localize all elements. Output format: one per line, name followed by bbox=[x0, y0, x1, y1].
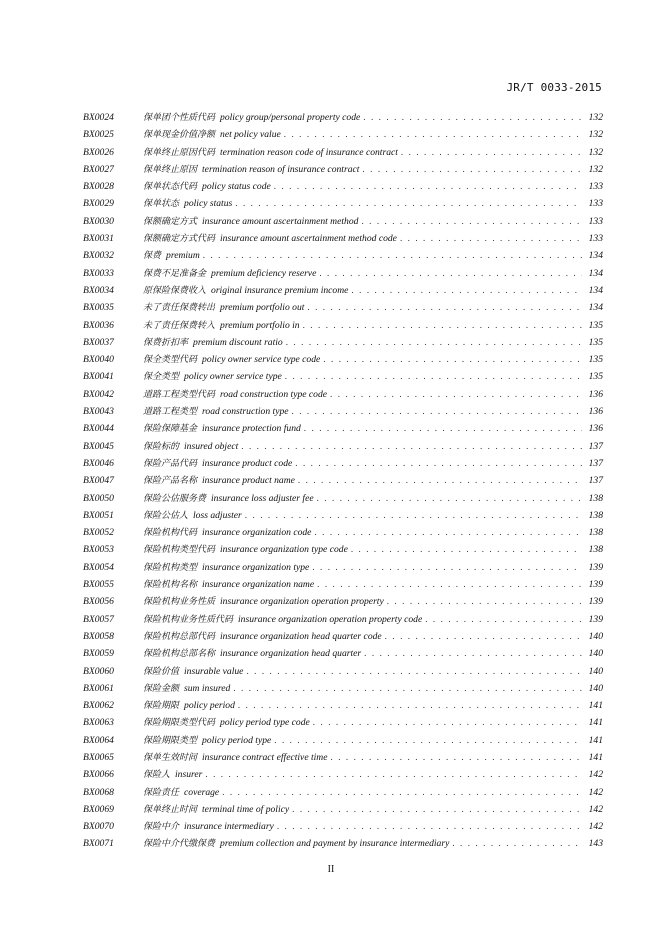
dot-leader bbox=[246, 666, 582, 676]
entry-chinese-title: 保费不足准备金 bbox=[143, 268, 207, 279]
toc-entry[interactable] bbox=[83, 508, 603, 525]
entry-english-title: policy period type bbox=[202, 734, 272, 746]
dot-leader bbox=[277, 821, 582, 831]
entry-english-title: premium bbox=[166, 250, 200, 262]
entry-code: BX0029 bbox=[83, 198, 114, 210]
dot-leader bbox=[363, 112, 582, 122]
entry-english-title: termination reason of insurance contract bbox=[202, 163, 360, 175]
entry-page-number: 138 bbox=[588, 527, 603, 539]
entry-chinese-title: 保全类型代码 bbox=[143, 355, 198, 366]
entry-chinese-title: 保险机构总部代码 bbox=[143, 631, 216, 642]
dot-leader bbox=[452, 838, 582, 848]
entry-chinese-title: 保险机构业务性质代码 bbox=[143, 614, 234, 625]
entry-page-number: 134 bbox=[588, 250, 603, 262]
entry-chinese-title: 道路工程类型代码 bbox=[143, 389, 216, 400]
entry-english-title: loss adjuster bbox=[193, 509, 242, 521]
entry-code: BX0036 bbox=[83, 319, 114, 331]
entry-code: BX0052 bbox=[83, 527, 114, 539]
entry-code: BX0068 bbox=[83, 786, 114, 798]
entry-page-number: 132 bbox=[588, 129, 603, 141]
entry-page-number: 141 bbox=[588, 717, 603, 729]
entry-english-title: insurance organization operation property bbox=[220, 596, 384, 608]
entry-page-number: 137 bbox=[588, 457, 603, 469]
dot-leader bbox=[304, 423, 582, 433]
entry-code: BX0030 bbox=[83, 215, 114, 227]
entry-english-title: policy period type code bbox=[220, 717, 310, 729]
entry-english-title: premium portfolio out bbox=[220, 302, 305, 314]
toc-entry[interactable] bbox=[83, 750, 603, 767]
entry-english-title: premium discount ratio bbox=[193, 336, 283, 348]
entry-english-title: insurance organization head quarter code bbox=[220, 630, 382, 642]
dot-leader bbox=[313, 717, 582, 727]
dot-leader bbox=[319, 268, 582, 278]
entry-page-number: 134 bbox=[588, 284, 603, 296]
entry-page-number: 137 bbox=[588, 440, 603, 452]
entry-english-title: insurance product code bbox=[202, 457, 293, 469]
dot-leader bbox=[203, 250, 582, 260]
dot-leader bbox=[222, 787, 582, 797]
entry-chinese-title: 保单现金价值净额 bbox=[143, 130, 216, 141]
entry-english-title: insurable value bbox=[184, 665, 244, 677]
entry-english-title: insured object bbox=[184, 440, 239, 452]
entry-code: BX0027 bbox=[83, 163, 114, 175]
dot-leader bbox=[385, 631, 582, 641]
entry-code: BX0063 bbox=[83, 717, 114, 729]
entry-chinese-title: 保险责任 bbox=[143, 787, 180, 798]
dot-leader bbox=[387, 596, 582, 606]
toc-entry[interactable] bbox=[83, 594, 603, 611]
entry-chinese-title: 保险产品名称 bbox=[143, 476, 198, 487]
entry-page-number: 139 bbox=[588, 561, 603, 573]
entry-chinese-title: 保险期限类型 bbox=[143, 735, 198, 746]
dot-leader bbox=[364, 648, 582, 658]
entry-page-number: 135 bbox=[588, 336, 603, 348]
entry-code: BX0040 bbox=[83, 354, 114, 366]
toc-entry[interactable] bbox=[83, 473, 603, 490]
toc-entry[interactable] bbox=[83, 369, 603, 386]
entry-chinese-title: 保单终止时间 bbox=[143, 804, 198, 815]
toc-entry[interactable] bbox=[83, 819, 603, 836]
entry-chinese-title: 保险保障基金 bbox=[143, 424, 198, 435]
entry-page-number: 135 bbox=[588, 371, 603, 383]
entry-code: BX0044 bbox=[83, 423, 114, 435]
entry-code: BX0055 bbox=[83, 579, 114, 591]
entry-english-title: road construction type bbox=[202, 406, 289, 418]
entry-code: BX0056 bbox=[83, 596, 114, 608]
toc-entry[interactable] bbox=[83, 421, 603, 438]
entry-page-number: 141 bbox=[588, 751, 603, 763]
toc-entry[interactable] bbox=[83, 214, 603, 231]
dot-leader bbox=[312, 562, 582, 572]
entry-chinese-title: 保险公估人 bbox=[143, 510, 189, 521]
toc-entry[interactable] bbox=[83, 698, 603, 715]
entry-code: BX0064 bbox=[83, 734, 114, 746]
entry-english-title: insurance organization type code bbox=[220, 544, 348, 556]
entry-english-title: insurance organization head quarter bbox=[220, 648, 362, 660]
entry-page-number: 133 bbox=[588, 198, 603, 210]
entry-page-number: 141 bbox=[588, 734, 603, 746]
entry-english-title: insurance amount ascertainment method code bbox=[220, 233, 397, 245]
entry-code: BX0028 bbox=[83, 181, 114, 193]
entry-page-number: 138 bbox=[588, 509, 603, 521]
toc-entry[interactable] bbox=[83, 785, 603, 802]
entry-code: BX0059 bbox=[83, 648, 114, 660]
dot-leader bbox=[274, 735, 582, 745]
entry-code: BX0034 bbox=[83, 284, 114, 296]
entry-chinese-title: 保费折扣率 bbox=[143, 337, 189, 348]
toc-entry[interactable] bbox=[83, 646, 603, 663]
entry-code: BX0033 bbox=[83, 267, 114, 279]
entry-page-number: 140 bbox=[588, 665, 603, 677]
entry-code: BX0062 bbox=[83, 700, 114, 712]
entry-code: BX0070 bbox=[83, 821, 114, 833]
toc-entry[interactable] bbox=[83, 767, 603, 784]
entry-english-title: road construction type code bbox=[220, 388, 328, 400]
entry-page-number: 140 bbox=[588, 630, 603, 642]
entry-code: BX0053 bbox=[83, 544, 114, 556]
entry-chinese-title: 保险价值 bbox=[143, 666, 180, 677]
dot-leader bbox=[330, 389, 582, 399]
entry-chinese-title: 保险公估服务费 bbox=[143, 493, 207, 504]
entry-page-number: 139 bbox=[588, 579, 603, 591]
dot-leader bbox=[331, 752, 583, 762]
entry-code: BX0037 bbox=[83, 336, 114, 348]
entry-page-number: 141 bbox=[588, 700, 603, 712]
entry-chinese-title: 保费 bbox=[143, 251, 162, 262]
toc-entry[interactable] bbox=[83, 542, 603, 559]
toc-entry[interactable] bbox=[83, 352, 603, 369]
entry-code: BX0045 bbox=[83, 440, 114, 452]
entry-page-number: 139 bbox=[588, 613, 603, 625]
entry-page-number: 134 bbox=[588, 302, 603, 314]
entry-code: BX0061 bbox=[83, 682, 114, 694]
entry-english-title: insurance organization operation property code bbox=[238, 613, 423, 625]
entry-english-title: policy status code bbox=[202, 181, 271, 193]
toc-entry[interactable] bbox=[83, 836, 603, 853]
entry-chinese-title: 保险产品代码 bbox=[143, 458, 198, 469]
entry-code: BX0057 bbox=[83, 613, 114, 625]
entry-page-number: 133 bbox=[588, 181, 603, 193]
entry-english-title: insurance organization code bbox=[202, 527, 312, 539]
toc-entry[interactable] bbox=[83, 525, 603, 542]
entry-code: BX0047 bbox=[83, 475, 114, 487]
toc-entry[interactable] bbox=[83, 560, 603, 577]
dot-leader bbox=[233, 683, 582, 693]
toc-entry[interactable] bbox=[83, 179, 603, 196]
entry-english-title: termination reason code of insurance contract bbox=[220, 146, 398, 158]
entry-code: BX0054 bbox=[83, 561, 114, 573]
entry-page-number: 136 bbox=[588, 423, 603, 435]
dot-leader bbox=[292, 804, 582, 814]
dot-leader bbox=[317, 579, 582, 589]
entry-code: BX0046 bbox=[83, 457, 114, 469]
entry-english-title: terminal time of policy bbox=[202, 803, 290, 815]
toc-entry[interactable] bbox=[83, 231, 603, 248]
entry-chinese-title: 原保险保费收入 bbox=[143, 285, 207, 296]
entry-english-title: premium portfolio in bbox=[220, 319, 300, 331]
document-id: JR/T 0033-2015 bbox=[506, 81, 602, 94]
entry-chinese-title: 保额确定方式代码 bbox=[143, 234, 216, 245]
entry-code: BX0031 bbox=[83, 233, 114, 245]
entry-english-title: insurance loss adjuster fee bbox=[211, 492, 314, 504]
entry-page-number: 138 bbox=[588, 544, 603, 556]
toc-entry[interactable] bbox=[83, 612, 603, 629]
entry-page-number: 133 bbox=[588, 233, 603, 245]
entry-english-title: policy owner service type code bbox=[202, 354, 321, 366]
entry-page-number: 133 bbox=[588, 215, 603, 227]
entry-chinese-title: 保单团个性质代码 bbox=[143, 113, 216, 123]
dot-leader bbox=[425, 614, 582, 624]
dot-leader bbox=[205, 769, 582, 779]
entry-code: BX0025 bbox=[83, 129, 114, 141]
entry-chinese-title: 保险期限 bbox=[143, 701, 180, 712]
entry-english-title: policy group/personal property code bbox=[220, 112, 361, 123]
toc-entry[interactable] bbox=[83, 283, 603, 300]
entry-english-title: insurance amount ascertainment method bbox=[202, 215, 359, 227]
entry-chinese-title: 保全类型 bbox=[143, 372, 180, 383]
entry-chinese-title: 保险中介代缴保费 bbox=[143, 839, 216, 850]
dot-leader bbox=[361, 216, 582, 226]
toc-entry[interactable] bbox=[83, 404, 603, 421]
toc-entry[interactable] bbox=[83, 266, 603, 283]
entry-chinese-title: 道路工程类型 bbox=[143, 407, 198, 418]
entry-english-title: insurance organization name bbox=[202, 579, 315, 591]
toc-entry[interactable] bbox=[83, 110, 603, 127]
entry-chinese-title: 保险机构业务性质 bbox=[143, 597, 216, 608]
toc-entry[interactable] bbox=[83, 664, 603, 681]
toc-entry[interactable] bbox=[83, 145, 603, 162]
entry-page-number: 132 bbox=[588, 112, 603, 123]
dot-leader bbox=[238, 700, 582, 710]
entry-page-number: 140 bbox=[588, 648, 603, 660]
entry-page-number: 136 bbox=[588, 388, 603, 400]
entry-code: BX0043 bbox=[83, 406, 114, 418]
dot-leader bbox=[351, 285, 582, 295]
dot-leader bbox=[317, 493, 582, 503]
entry-code: BX0050 bbox=[83, 492, 114, 504]
entry-english-title: insurance product name bbox=[202, 475, 295, 487]
entry-page-number: 136 bbox=[588, 406, 603, 418]
entry-page-number: 134 bbox=[588, 267, 603, 279]
toc-entry[interactable] bbox=[83, 733, 603, 750]
entry-chinese-title: 保险人 bbox=[143, 770, 171, 781]
entry-english-title: sum insured bbox=[184, 682, 231, 694]
dot-leader bbox=[286, 337, 582, 347]
toc-entry[interactable] bbox=[83, 335, 603, 352]
entry-code: BX0066 bbox=[83, 769, 114, 781]
dot-leader bbox=[274, 181, 582, 191]
toc-entry[interactable] bbox=[83, 715, 603, 732]
entry-english-title: insurance organization type bbox=[202, 561, 310, 573]
entry-code: BX0041 bbox=[83, 371, 114, 383]
entry-chinese-title: 保险标的 bbox=[143, 441, 180, 452]
dot-leader bbox=[307, 302, 582, 312]
entry-code: BX0035 bbox=[83, 302, 114, 314]
toc-entry[interactable] bbox=[83, 456, 603, 473]
entry-page-number: 142 bbox=[588, 769, 603, 781]
toc-entry[interactable] bbox=[83, 629, 603, 646]
entry-code: BX0026 bbox=[83, 146, 114, 158]
entry-chinese-title: 保额确定方式 bbox=[143, 216, 198, 227]
entry-code: BX0032 bbox=[83, 250, 114, 262]
entry-code: BX0024 bbox=[83, 112, 114, 123]
entry-chinese-title: 未了责任保费转入 bbox=[143, 320, 216, 331]
entry-code: BX0058 bbox=[83, 630, 114, 642]
entry-chinese-title: 保险机构总部名称 bbox=[143, 649, 216, 660]
entry-code: BX0071 bbox=[83, 838, 114, 850]
dot-leader bbox=[400, 233, 582, 243]
dot-leader bbox=[292, 406, 582, 416]
dot-leader bbox=[303, 320, 582, 330]
dot-leader bbox=[351, 544, 582, 554]
entry-english-title: insurance protection fund bbox=[202, 423, 301, 435]
entry-page-number: 138 bbox=[588, 492, 603, 504]
entry-chinese-title: 保单生效时间 bbox=[143, 752, 198, 763]
entry-chinese-title: 保险机构代码 bbox=[143, 528, 198, 539]
entry-page-number: 142 bbox=[588, 803, 603, 815]
dot-leader bbox=[362, 164, 582, 174]
entry-english-title: insurer bbox=[175, 769, 203, 781]
dot-leader bbox=[295, 458, 582, 468]
entry-page-number: 142 bbox=[588, 786, 603, 798]
dot-leader bbox=[245, 510, 582, 520]
entry-page-number: 135 bbox=[588, 354, 603, 366]
toc-entry[interactable] bbox=[83, 162, 603, 179]
dot-leader bbox=[401, 147, 582, 157]
toc-entry[interactable] bbox=[83, 681, 603, 698]
dot-leader bbox=[284, 129, 582, 139]
entry-page-number: 140 bbox=[588, 682, 603, 694]
toc-entry[interactable] bbox=[83, 248, 603, 265]
toc-entry[interactable] bbox=[83, 802, 603, 819]
toc-entry[interactable] bbox=[83, 577, 603, 594]
entry-page-number: 142 bbox=[588, 821, 603, 833]
entry-page-number: 135 bbox=[588, 319, 603, 331]
entry-chinese-title: 保险金额 bbox=[143, 683, 180, 694]
dot-leader bbox=[298, 475, 582, 485]
entry-chinese-title: 保险中介 bbox=[143, 822, 180, 833]
entry-english-title: insurance intermediary bbox=[184, 821, 274, 833]
entry-code: BX0042 bbox=[83, 388, 114, 400]
entry-chinese-title: 保险机构类型 bbox=[143, 562, 198, 573]
toc-entry[interactable] bbox=[83, 491, 603, 508]
entry-english-title: original insurance premium income bbox=[211, 284, 349, 296]
entry-english-title: policy owner service type bbox=[184, 371, 282, 383]
entry-chinese-title: 保险期限类型代码 bbox=[143, 718, 216, 729]
toc-entry[interactable] bbox=[83, 439, 603, 456]
entry-page-number: 143 bbox=[588, 838, 603, 850]
dot-leader bbox=[314, 527, 582, 537]
toc-entry[interactable] bbox=[83, 127, 603, 144]
toc-entry[interactable] bbox=[83, 300, 603, 317]
entry-english-title: premium collection and payment by insurance intermediary bbox=[220, 838, 450, 850]
entry-english-title: premium deficiency reserve bbox=[211, 267, 317, 279]
entry-chinese-title: 保单状态代码 bbox=[143, 182, 198, 193]
entry-english-title: net policy value bbox=[220, 129, 281, 141]
table-of-contents bbox=[83, 110, 603, 854]
entry-english-title: insurance contract effective time bbox=[202, 751, 328, 763]
dot-leader bbox=[323, 354, 582, 364]
entry-chinese-title: 保单终止原因代码 bbox=[143, 147, 216, 158]
entry-chinese-title: 未了责任保费转出 bbox=[143, 303, 216, 314]
toc-entry[interactable] bbox=[83, 387, 603, 404]
entry-english-title: policy status bbox=[184, 198, 233, 210]
entry-code: BX0060 bbox=[83, 665, 114, 677]
entry-english-title: coverage bbox=[184, 786, 220, 798]
dot-leader bbox=[285, 371, 582, 381]
entry-page-number: 139 bbox=[588, 596, 603, 608]
entry-page-number: 132 bbox=[588, 146, 603, 158]
dot-leader bbox=[241, 441, 582, 451]
page-number: II bbox=[327, 864, 335, 875]
entry-page-number: 137 bbox=[588, 475, 603, 487]
entry-code: BX0069 bbox=[83, 803, 114, 815]
entry-code: BX0065 bbox=[83, 751, 114, 763]
entry-chinese-title: 保险机构名称 bbox=[143, 580, 198, 591]
dot-leader bbox=[235, 198, 582, 208]
entry-chinese-title: 保单状态 bbox=[143, 199, 180, 210]
toc-entry[interactable] bbox=[83, 318, 603, 335]
entry-code: BX0051 bbox=[83, 509, 114, 521]
entry-english-title: policy period bbox=[184, 700, 235, 712]
entry-chinese-title: 保单终止原因 bbox=[143, 164, 198, 175]
entry-chinese-title: 保险机构类型代码 bbox=[143, 545, 216, 556]
entry-page-number: 132 bbox=[588, 163, 603, 175]
toc-entry[interactable] bbox=[83, 196, 603, 213]
